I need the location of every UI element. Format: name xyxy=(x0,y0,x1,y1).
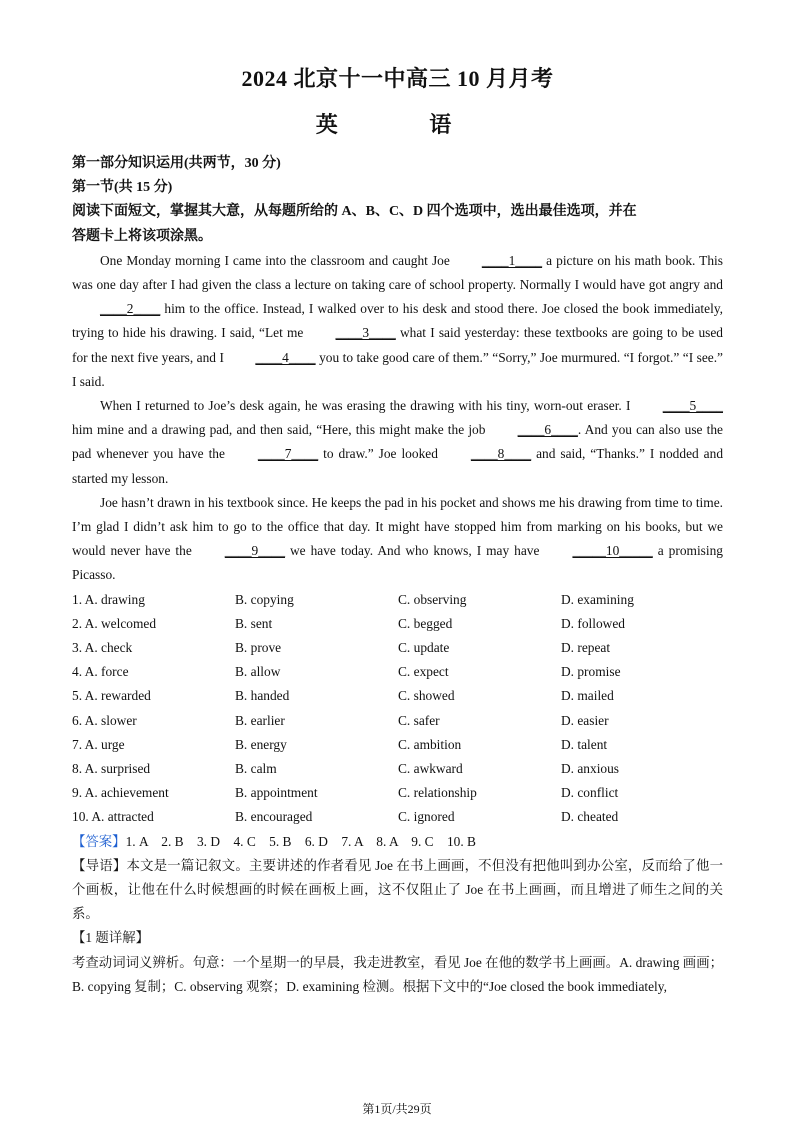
option-9-B: B. appointment xyxy=(235,785,318,801)
blank-1: ____1____ xyxy=(481,252,543,268)
option-1-C: C. observing xyxy=(398,591,467,607)
blank-7: ____7____ xyxy=(257,446,319,462)
option-5-D: D. mailed xyxy=(561,688,614,704)
option-10-D: D. cheated xyxy=(561,809,619,825)
option-2-D: D. followed xyxy=(561,615,625,631)
blank-6: ____6____ xyxy=(517,422,578,438)
blank-10: _____10_____ xyxy=(572,543,653,559)
option-9-A: 9. A. achievement xyxy=(72,785,169,801)
option-10-C: C. ignored xyxy=(398,809,455,825)
option-1-B: B. copying xyxy=(235,591,294,607)
passage-paragraph-1 xyxy=(72,249,723,394)
passage-text: to draw.” Joe looked xyxy=(318,446,443,462)
options-table xyxy=(72,588,723,830)
option-3-C: C. update xyxy=(398,640,450,656)
blank-9: ____9____ xyxy=(224,543,286,559)
passage-text: him mine and a drawing pad, and then said, “Here, this might make the job xyxy=(72,422,490,438)
passage-text: and said, “Thanks.” I nodded and started my lesson. xyxy=(72,446,724,486)
option-7-C: C. ambition xyxy=(398,736,462,752)
option-4-C: C. expect xyxy=(398,664,449,680)
passage-text: we have today. And who knows, I may have xyxy=(285,543,545,559)
option-8-B: B. calm xyxy=(235,760,277,776)
option-7-D: D. talent xyxy=(561,736,608,752)
option-row xyxy=(72,709,723,733)
option-9-D: D. conflict xyxy=(561,785,619,801)
passage-text: a promising Picasso. xyxy=(72,543,723,583)
option-6-B: B. earlier xyxy=(235,712,285,728)
answer-label: 【答案】 xyxy=(72,833,126,849)
option-8-C: C. awkward xyxy=(398,760,463,776)
option-7-A: 7. A. urge xyxy=(72,736,125,752)
option-8-D: D. anxious xyxy=(561,760,620,776)
exam-title: 2024 北京十一中高三 10 月月考 xyxy=(241,66,554,91)
option-5-C: C. showed xyxy=(398,688,455,704)
passage-text: . And you can also use the pad whenever you have the xyxy=(72,422,724,462)
instruction-line-1: 阅读下面短文，掌握其大意，从每题所给的 A、B、C、D 四个选项中，选出最佳选项，并在 xyxy=(72,204,637,220)
option-2-A: 2. A. welcomed xyxy=(72,615,157,631)
passage-paragraph-3 xyxy=(72,491,723,588)
section-heading: 第一节(共 15 分) xyxy=(72,180,173,196)
option-6-D: D. easier xyxy=(561,712,609,728)
option-row xyxy=(72,757,723,781)
option-10-B: B. encouraged xyxy=(235,809,313,825)
option-4-B: B. allow xyxy=(235,664,281,680)
option-2-C: C. begged xyxy=(398,615,453,631)
option-row xyxy=(72,684,723,708)
guide-paragraph xyxy=(72,854,723,927)
option-4-A: 4. A. force xyxy=(72,664,129,680)
option-row xyxy=(72,660,723,684)
document-body xyxy=(72,152,723,999)
option-row xyxy=(72,805,723,829)
option-8-A: 8. A. surprised xyxy=(72,760,151,776)
blank-3: ____3____ xyxy=(335,325,396,341)
option-2-B: B. sent xyxy=(235,615,273,631)
option-6-A: 6. A. slower xyxy=(72,712,137,728)
blank-5: ____5____ xyxy=(662,398,723,414)
instruction-line-2: 答题卡上将该项涂黑。 xyxy=(72,228,212,244)
passage-text: Joe hasn’t drawn in his textbook since. He keeps the pad in his pocket and shows me his drawing from time to time. I’m glad I didn’t ask him to go to the office that day. It might have stopped him from marking on his books, but we would never have the xyxy=(72,494,723,559)
answer-line xyxy=(72,830,723,854)
option-5-B: B. handed xyxy=(235,688,290,704)
blank-4: ____4____ xyxy=(255,349,316,365)
page-footer: 第1页/共29页 xyxy=(362,1102,432,1116)
passage-text: you to take good care of them.” “Sorry,” Joe murmured. “I forgot.” “I see.” I said. xyxy=(72,349,723,389)
guide-text: 本文是一篇记叙文。主要讲述的作者看见 Joe 在书上画画，不但没有把他叫到办公室，反而给了他一个画板，让他在什么时候想画的时候在画板上画，这不仅阻止了 Joe 在书上画画，而且增进了师生之间的关系。 xyxy=(72,857,724,922)
answer-values: 1. A 2. B 3. D 4. C 5. B 6. D 7. A 8. A 9. C 10. B xyxy=(125,833,476,849)
passage-text: When I returned to Joe’s desk again, he was erasing the drawing with his tiny, worn-out eraser. I xyxy=(100,398,635,414)
passage-text: One Monday morning I came into the classroom and caught Joe xyxy=(100,252,454,268)
option-row xyxy=(72,636,723,660)
option-3-D: D. repeat xyxy=(561,640,611,656)
option-6-C: C. safer xyxy=(398,712,440,728)
option-1-A: 1. A. drawing xyxy=(72,591,145,607)
option-row xyxy=(72,733,723,757)
option-3-A: 3. A. check xyxy=(72,640,133,656)
guide-label: 【导语】 xyxy=(72,857,127,873)
passage-text: him to the office. Instead, I walked over to his desk and stood there. Joe closed the book immediately, trying to hide his drawing. I said, “Let me xyxy=(72,301,723,341)
option-7-B: B. energy xyxy=(235,736,287,752)
option-9-C: C. relationship xyxy=(398,785,477,801)
option-10-A: 10. A. attracted xyxy=(72,809,154,825)
option-1-D: D. examining xyxy=(561,591,634,607)
detail-label: 【1 题详解】 xyxy=(72,930,149,946)
option-3-B: B. prove xyxy=(235,640,282,656)
option-row xyxy=(72,588,723,612)
option-4-D: D. promise xyxy=(561,664,621,680)
blank-8: ____8____ xyxy=(470,446,532,462)
option-row xyxy=(72,781,723,805)
subject-title: 英 语 xyxy=(315,112,480,137)
detail-text: 考查动词词义辨析。句意：一个星期一的早晨，我走进教室，看见 Joe 在他的数学书上画画。A. drawing 画画；B. copying 复制；C. observing 观察；D. examining 检测。根据下文中的“Joe closed the book immediately, xyxy=(72,954,723,994)
option-5-A: 5. A. rewarded xyxy=(72,688,151,704)
option-row xyxy=(72,612,723,636)
passage-text: what I said yesterday: these textbooks are going to be used for the next five years, and I xyxy=(72,325,723,365)
passage-paragraph-2 xyxy=(72,394,723,491)
passage-text: a picture on his math book. This was one day after I had given the class a lecture on taking care of school property. Normally I would have got angry and xyxy=(72,252,723,293)
part-heading: 第一部分知识运用(共两节，30 分) xyxy=(72,156,281,171)
blank-2: ____2____ xyxy=(100,301,161,317)
